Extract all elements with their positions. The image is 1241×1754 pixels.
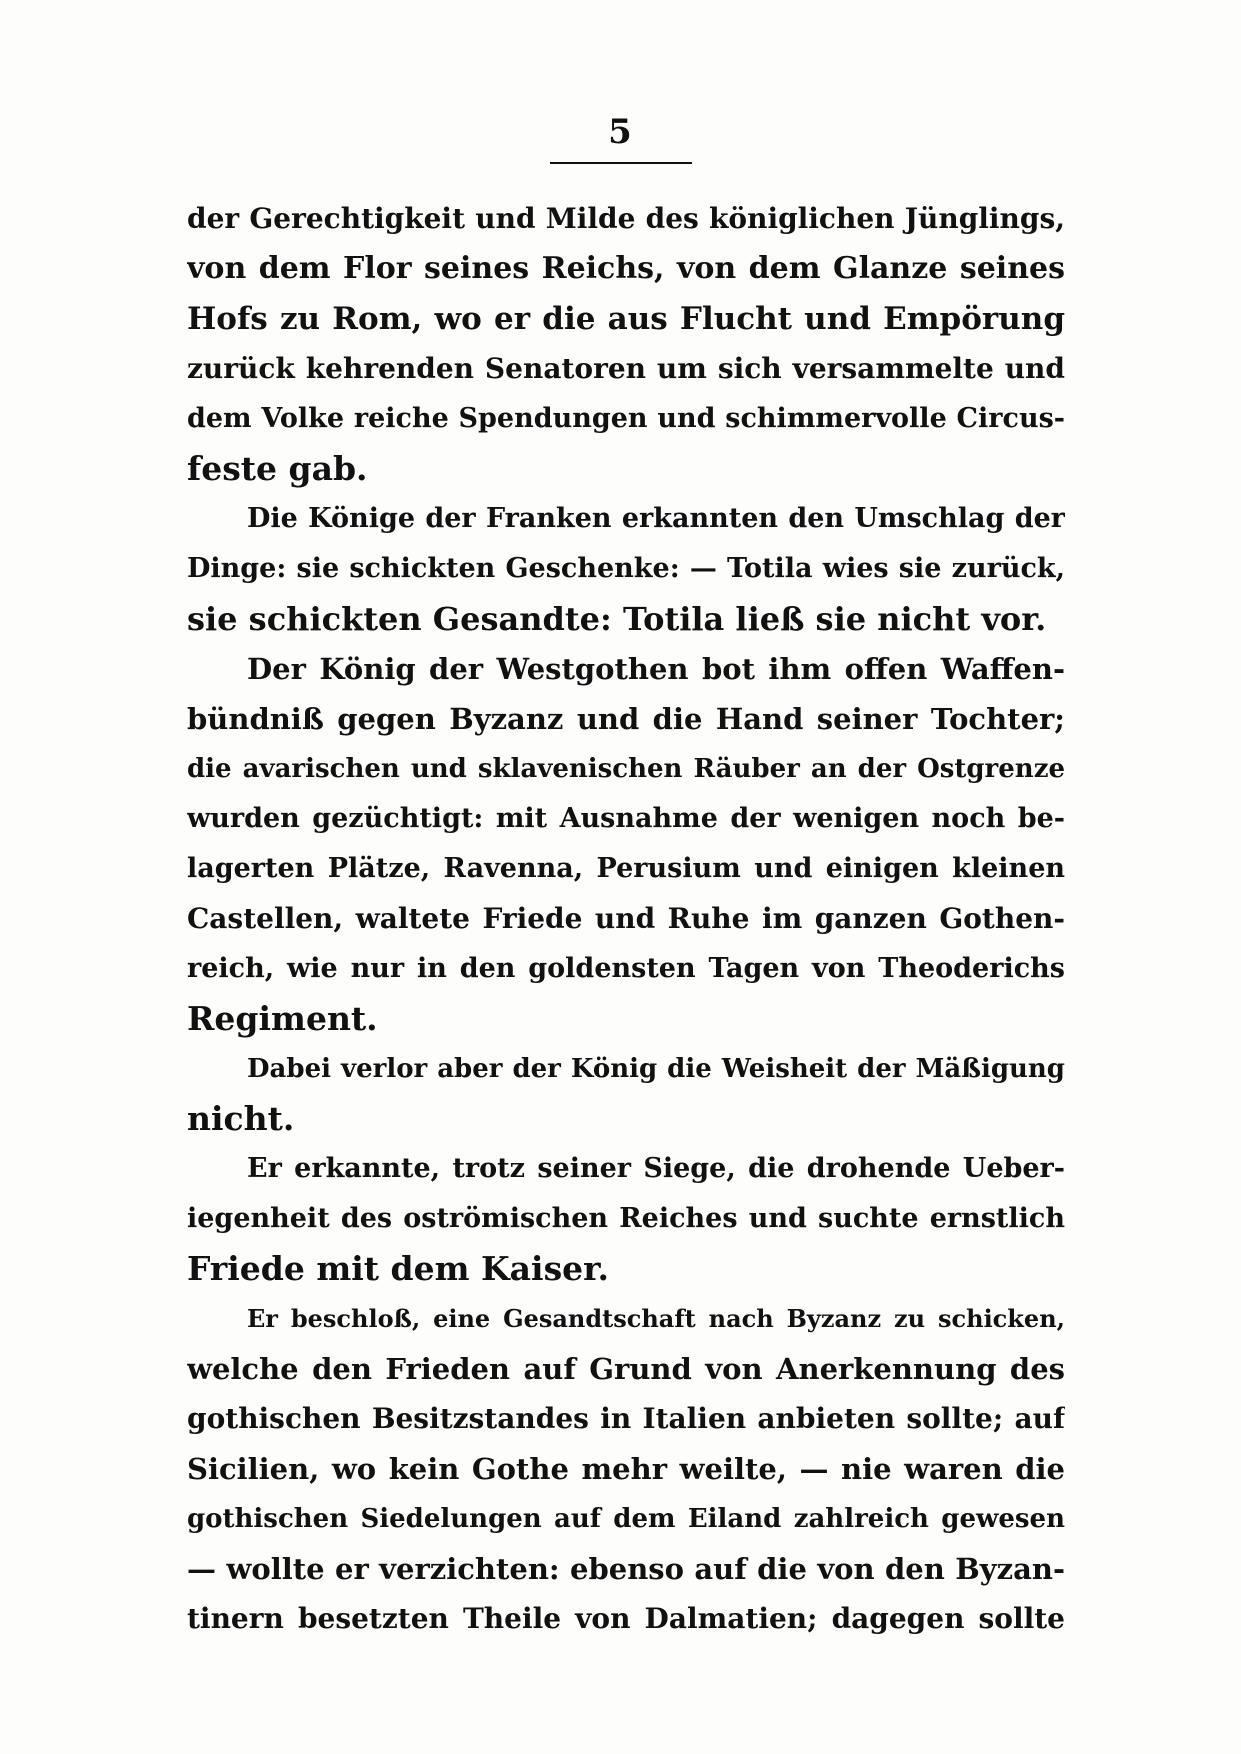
text-line: dem Volke reiche Spendungen und schimmervolle Circus- [187, 403, 1065, 434]
text-line: Friede mit dem Kaiser. [187, 1249, 610, 1288]
text-line: Sicilien, wo kein Gothe mehr weilte, — nie waren die [187, 1452, 1065, 1486]
text-line: Der König der Westgothen bot ihm offen Waffen- [247, 652, 1065, 686]
text-line: feste gab. [187, 449, 368, 488]
text-line: lagerten Plätze, Ravenna, Perusium und einigen kleinen [187, 853, 1065, 884]
text-line: reich, wie nur in den goldensten Tagen von Theoderichs [187, 953, 1065, 984]
text-line: Hofs zu Rom, wo er die aus Flucht und Empörung [187, 301, 1065, 337]
text-line: von dem Flor seines Reichs, von dem Glanze seines [187, 251, 1065, 286]
header-rule [550, 162, 692, 164]
text-line: sie schickten Gesandte: Totila ließ sie nicht vor. [187, 600, 1047, 638]
text-line: Dabei verlor aber der König die Weisheit der Mäßigung [247, 1054, 1065, 1084]
text-line: bündniß gegen Byzanz und die Hand seiner Tochter; [187, 702, 1065, 736]
text-line: Castellen, waltete Friede und Ruhe im ganzen Gothen- [187, 902, 1065, 935]
text-line: iegenheit des oströmischen Reiches und suchte ernstlich [187, 1203, 1065, 1234]
text-line: zurück kehrenden Senatoren um sich versammelte und [187, 352, 1065, 385]
text-line: Er beschloß, eine Gesandtschaft nach Byzanz zu schicken, [247, 1304, 1065, 1333]
text-line: welche den Frieden auf Grund von Anerkennung des [187, 1352, 1065, 1386]
text-line: — wollte er verzichten: ebenso auf die von den Byzan- [187, 1552, 1065, 1586]
page-number: 5 [608, 112, 633, 152]
text-line: nicht. [187, 1099, 295, 1138]
body-text [187, 194, 1065, 1644]
text-line: der Gerechtigkeit und Milde des königlichen Jünglings, [187, 202, 1065, 235]
text-line: Dinge: sie schickten Geschenke: — Totila wies sie zurück, [187, 553, 1065, 584]
text-line: die avarischen und sklavenischen Räuber an der Ostgrenze [187, 754, 1065, 784]
text-line: wurden gezüchtigt: mit Ausnahme der wenigen noch be- [187, 803, 1065, 834]
text-line: tinern besetzten Theile von Dalmatien; dagegen sollte [187, 1602, 1065, 1635]
text-line: gothischen Siedelungen auf dem Eiland zahlreich gewesen [187, 1504, 1065, 1534]
text-line: Die Könige der Franken erkannten den Umschlag der [247, 503, 1065, 534]
text-line: gothischen Besitzstandes in Italien anbieten sollte; auf [187, 1402, 1065, 1435]
text-line: Er erkannte, trotz seiner Siege, die drohende Ueber- [247, 1153, 1065, 1184]
text-line: Regiment. [187, 999, 378, 1038]
